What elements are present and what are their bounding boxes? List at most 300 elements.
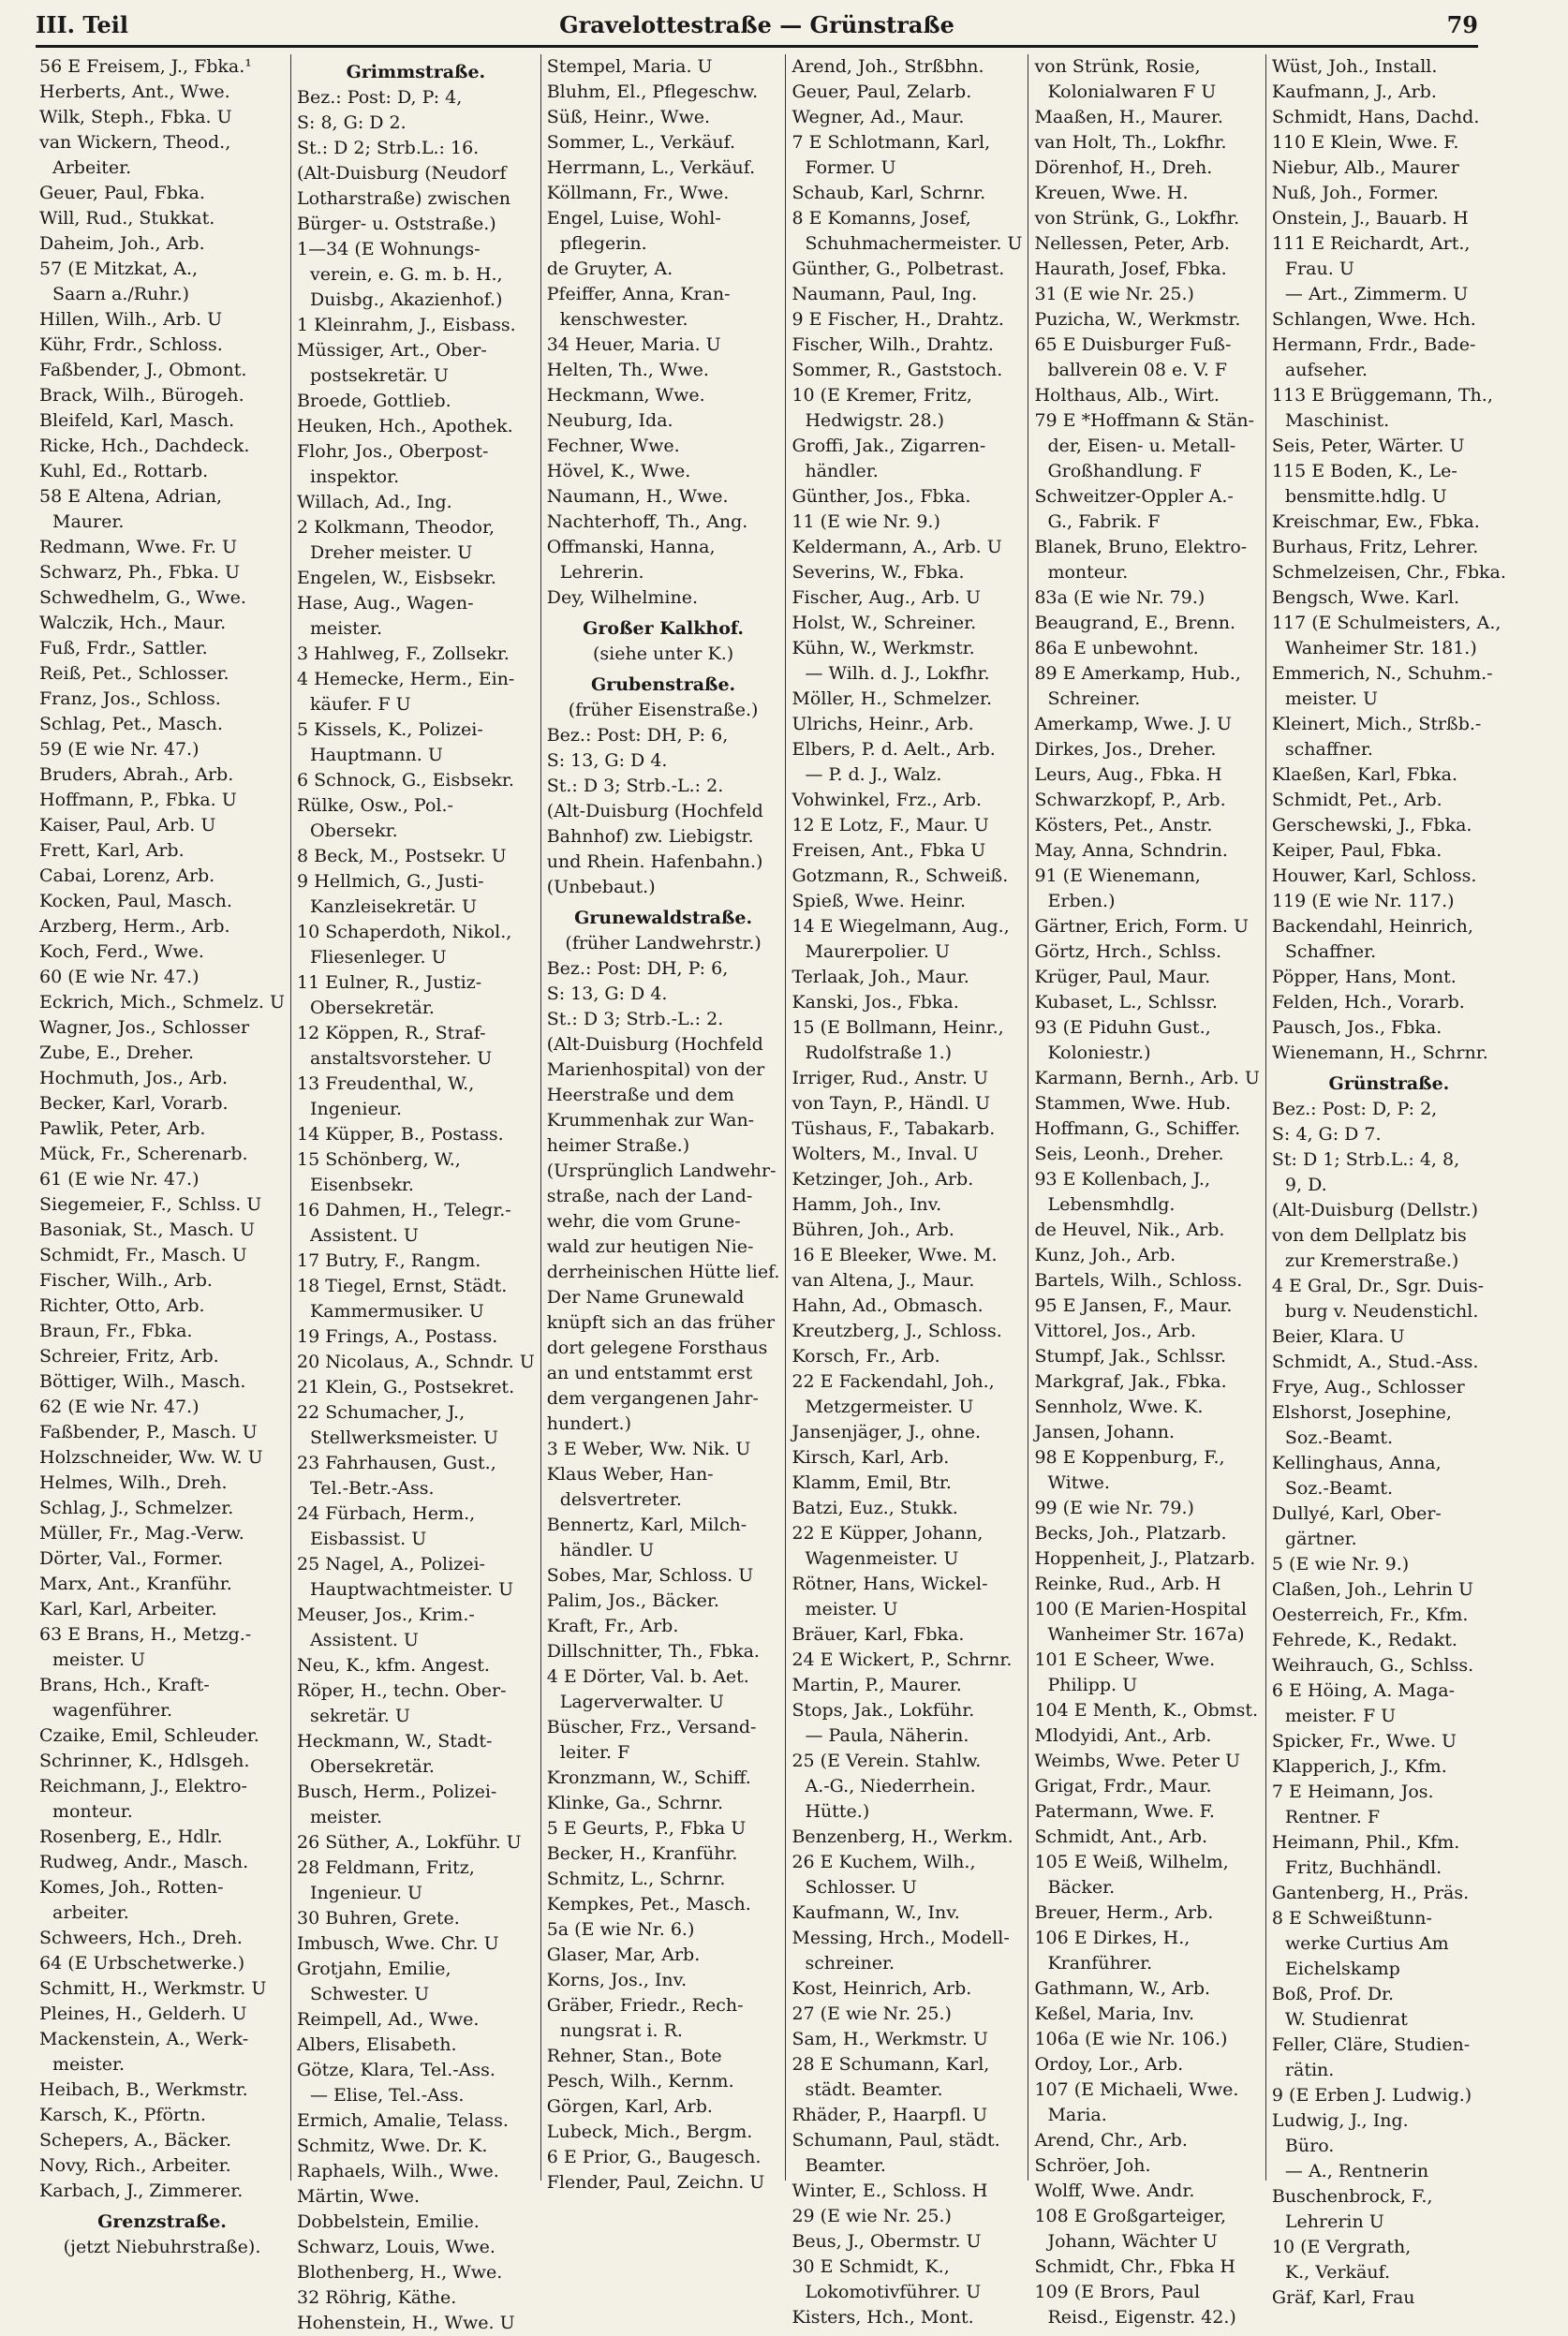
directory-entry: — Art., Zimmerm. U: [1284, 284, 1469, 304]
directory-entry: Kunz, Joh., Arb.: [1034, 1245, 1176, 1265]
directory-entry: Backendahl, Heinrich,: [1271, 916, 1473, 937]
directory-entry: Ludwig, J., Ing.: [1271, 2110, 1409, 2131]
directory-entry: Obersekretär.: [310, 1756, 435, 1777]
directory-entry: Keiper, Paul, Fbka.: [1271, 840, 1442, 861]
directory-entry: 93 (E Piduhn Gust.,: [1034, 1017, 1211, 1038]
directory-entry: Vittorel, Jos., Arb.: [1034, 1321, 1197, 1341]
directory-entry: händler.: [805, 461, 879, 481]
directory-entry: (Unbebaut.): [546, 877, 656, 897]
directory-entry: Ricke, Hch., Dachdeck.: [39, 436, 250, 456]
column-5: [1028, 54, 1265, 2328]
directory-entry: 109 (E Brors, Paul: [1034, 2282, 1201, 2302]
directory-entry: Zube, E., Dreher.: [39, 1042, 194, 1063]
directory-entry: 11 Eulner, R., Justiz-: [297, 972, 482, 993]
directory-entry: Köllmann, Fr., Wwe.: [546, 183, 730, 203]
directory-entry: Fritz, Buchhändl.: [1284, 1857, 1442, 1878]
directory-entry: 21 Klein, G., Postsekret.: [297, 1377, 515, 1397]
directory-entry: — Wilh. d. J., Lokfhr.: [805, 663, 990, 684]
directory-entry: Büscher, Frz., Versand-: [546, 1717, 757, 1737]
running-title: Gravelottestraße — Grünstraße: [559, 11, 954, 38]
directory-entry: Arbeiter.: [52, 157, 132, 178]
directory-entry: 62 (E wie Nr. 47.): [39, 1397, 200, 1417]
directory-entry: 100 (E Marien-Hospital: [1034, 1599, 1247, 1619]
directory-entry: 2 Kolkmann, Theodor,: [297, 517, 495, 538]
column-4-list: [791, 54, 1022, 2330]
directory-entry: von Tayn, P., Händl. U: [791, 1093, 991, 1114]
directory-entry: 99 (E wie Nr. 79.): [1034, 1498, 1194, 1518]
directory-entry: Beaugrand, E., Brenn.: [1034, 613, 1236, 633]
directory-entry: Kanzleisekretär. U: [310, 896, 478, 917]
directory-entry: Kühn, W., Werkmstr.: [791, 638, 975, 658]
directory-entry: 10 (E Vergrath,: [1271, 2237, 1412, 2257]
directory-entry: Willach, Ad., Ing.: [297, 492, 452, 512]
directory-entry: dem vergangenen Jahr-: [546, 1388, 759, 1409]
directory-entry: Stumpf, Jak., Schlssr.: [1034, 1346, 1227, 1367]
directory-entry: Frau. U: [1284, 259, 1354, 279]
directory-entry: 22 Schumacher, J.,: [297, 1402, 466, 1423]
directory-entry: postsekretär. U: [310, 365, 449, 386]
directory-entry: Gärtner, Erich, Form. U: [1034, 916, 1249, 937]
directory-entry: Pesch, Wilh., Kernm.: [546, 2071, 734, 2092]
directory-entry: Rentner. F: [1284, 1807, 1381, 1827]
directory-entry: Görtz, Hrch., Schlss.: [1034, 941, 1222, 962]
directory-entry: Patermann, Wwe. F.: [1034, 1801, 1215, 1822]
directory-entry: 13 Freudenthal, W.,: [297, 1073, 475, 1094]
directory-entry: Oesterreich, Fr., Kfm.: [1271, 1604, 1469, 1625]
directory-entry: — Elise, Tel.-Ass.: [310, 2085, 465, 2106]
directory-entry: Schwester. U: [310, 1984, 430, 2004]
directory-entry: Flender, Paul, Zeichn. U: [546, 2172, 765, 2193]
directory-entry: Keldermann, A., Arb. U: [791, 537, 1002, 557]
directory-entry: Fliesenleger. U: [310, 947, 447, 968]
directory-entry: Bez.: Post: DH, P: 6,: [546, 958, 729, 979]
directory-entry: Schwarz, Louis, Wwe.: [297, 2237, 496, 2257]
directory-entry: von dem Dellplatz bis: [1271, 1225, 1467, 1246]
column-6: [1265, 54, 1512, 2308]
directory-entry: van Holt, Th., Lokfhr.: [1034, 132, 1227, 153]
directory-entry: Haurath, Josef, Fbka.: [1034, 259, 1227, 279]
directory-entry: Jansen, Johann.: [1034, 1422, 1176, 1442]
directory-entry: Ordoy, Lor., Arb.: [1034, 2054, 1184, 2075]
directory-entry: 5 Kissels, K., Polizei-: [297, 719, 483, 740]
directory-entry: Hedwigstr. 28.): [805, 410, 945, 431]
directory-entry: meister. U: [52, 1649, 146, 1670]
directory-entry: Arend, Joh., Strßbhn.: [791, 56, 984, 77]
directory-entry: Obersekr.: [310, 821, 398, 841]
directory-entry: Lokomotivführer. U: [805, 2282, 982, 2302]
directory-entry: 1—34 (E Wohnungs-: [297, 239, 481, 259]
directory-entry: Schwedhelm, G., Wwe.: [39, 587, 246, 608]
street-heading: Grimmstraße.: [346, 62, 486, 82]
directory-entry: Bluhm, El., Pflegeschw.: [546, 81, 759, 102]
directory-entry: Fischer, Wilh., Arb.: [39, 1270, 213, 1291]
directory-entry: 28 E Schumann, Karl,: [791, 2054, 990, 2075]
directory-entry: Flohr, Jos., Oberpost-: [297, 441, 489, 462]
directory-entry: Kubaset, L., Schlssr.: [1034, 992, 1218, 1013]
directory-entry: Sommer, L., Verkäuf.: [546, 132, 736, 153]
directory-entry: Metzgermeister. U: [805, 1397, 974, 1417]
directory-entry: 98 E Koppenburg, F.,: [1034, 1447, 1225, 1468]
directory-entry: Severins, W., Fbka.: [791, 562, 965, 583]
column-6-list: [1272, 54, 1506, 2311]
directory-entry: Franz, Jos., Schloss.: [39, 688, 221, 709]
directory-entry: aufseher.: [1284, 360, 1368, 380]
directory-entry: Schlosser. U: [805, 1877, 917, 1898]
directory-entry: Klaus Weber, Han-: [546, 1464, 714, 1485]
directory-entry: 24 E Wickert, P., Schrnr.: [791, 1649, 1013, 1670]
directory-entry: händler. U: [559, 1540, 655, 1560]
directory-entry: Marx, Ant., Kranführ.: [39, 1574, 232, 1594]
directory-entry: Bürger- u. Oststraße.): [297, 214, 496, 234]
directory-entry: Arend, Chr., Arb.: [1034, 2130, 1188, 2151]
directory-entry: 25 (E Verein. Stahlw.: [791, 1751, 982, 1771]
directory-entry: Beier, Klara. U: [1271, 1326, 1405, 1347]
directory-entry: burg v. Neudenstichl.: [1284, 1301, 1479, 1322]
directory-entry: Dirkes, Jos., Dreher.: [1034, 739, 1217, 760]
directory-entry: Heimann, Phil., Kfm.: [1271, 1832, 1460, 1853]
directory-entry: Schlag, J., Schmelzer.: [39, 1498, 234, 1518]
directory-entry: Schmelzeisen, Chr., Fbka.: [1271, 562, 1506, 583]
directory-entry: meister. U: [1284, 688, 1378, 709]
directory-entry: Schreier, Fritz, Arb.: [39, 1346, 219, 1367]
directory-entry: 4 E Dörter, Val. b. Aet.: [546, 1666, 749, 1687]
directory-entry: 24 Fürbach, Herm.,: [297, 1503, 476, 1524]
directory-entry: Feller, Cläre, Studien-: [1271, 2034, 1471, 2055]
directory-entry: Ketzinger, Joh., Arb.: [791, 1169, 974, 1190]
directory-entry: Brans, Hch., Kraft-: [39, 1675, 210, 1695]
directory-entry: S: 13, G: D 4.: [546, 983, 668, 1004]
directory-entry: 17 Butry, F., Rangm.: [297, 1250, 481, 1271]
directory-entry: Heuken, Hch., Apothek.: [297, 416, 513, 436]
directory-entry: Dörter, Val., Former.: [39, 1548, 224, 1569]
directory-entry: Naumann, H., Wwe.: [546, 486, 729, 507]
directory-entry: Reiß, Pet., Schlosser.: [39, 663, 229, 684]
directory-entry: — P. d. J., Walz.: [805, 764, 942, 785]
directory-entry: Elshorst, Josephine,: [1271, 1402, 1452, 1423]
directory-entry: Lagerverwalter. U: [559, 1692, 724, 1712]
page-header: [36, 6, 1478, 48]
directory-entry: Stellwerksmeister. U: [310, 1427, 498, 1448]
column-5-list: [1034, 54, 1259, 2330]
directory-entry: Schuhmachermeister. U: [805, 233, 1023, 254]
directory-entry: Schrinner, K., Hdlsgeh.: [39, 1751, 250, 1771]
directory-entry: Batzi, Euz., Stukk.: [791, 1498, 958, 1518]
directory-entry: Fechner, Wwe.: [546, 436, 680, 456]
directory-entry: Hochmuth, Jos., Arb.: [39, 1068, 229, 1088]
directory-entry: Jansenjäger, J., ohne.: [791, 1422, 982, 1442]
directory-entry: 4 E Gral, Dr., Sgr. Duis-: [1271, 1276, 1485, 1296]
directory-entry: 34 Heuer, Maria. U: [546, 334, 721, 355]
directory-entry: Will, Rud., Stukkat.: [39, 208, 215, 229]
directory-entry: Fehrede, K., Redakt.: [1271, 1630, 1457, 1650]
directory-entry: Czaike, Emil, Schleuder.: [39, 1725, 259, 1746]
directory-entry: (Alt-Duisburg (Neudorf: [297, 163, 507, 184]
directory-entry: Korsch, Fr., Arb.: [791, 1346, 940, 1367]
directory-entry: Hahn, Ad., Obmasch.: [791, 1295, 984, 1316]
directory-entry: Günther, G., Polbetrast.: [791, 259, 1005, 279]
directory-entry: Daheim, Joh., Arb.: [39, 233, 205, 254]
directory-entry: S: 13, G: D 4.: [546, 750, 668, 771]
directory-entry: Gerschewski, J., Fbka.: [1271, 815, 1472, 835]
directory-entry: Korns, Jos., Inv.: [546, 1970, 688, 1990]
directory-entry: Schwarzkopf, P., Arb.: [1034, 790, 1226, 810]
directory-entry: Duisbg., Akazienhof.): [310, 289, 503, 310]
directory-entry: Schmidt, Fr., Masch. U: [39, 1245, 247, 1265]
directory-entry: 89 E Amerkamp, Hub.,: [1034, 663, 1241, 684]
directory-entry: zur Kremerstraße.): [1284, 1250, 1459, 1271]
directory-entry: Kronzmann, W., Schiff.: [546, 1767, 751, 1788]
directory-entry: Büro.: [1284, 2136, 1335, 2156]
directory-entry: Wanheimer Str. 181.): [1284, 638, 1477, 658]
directory-entry: von Strünk, G., Lokfhr.: [1034, 208, 1240, 229]
directory-entry: 28 Feldmann, Fritz,: [297, 1857, 475, 1878]
directory-entry: Koch, Ferd., Wwe.: [39, 941, 204, 962]
directory-entry: Geuer, Paul, Fbka.: [39, 183, 205, 203]
directory-entry: käufer. F U: [310, 694, 411, 715]
column-2: [290, 54, 540, 2333]
directory-entry: Wüst, Joh., Install.: [1271, 56, 1438, 77]
directory-entry: 23 Fahrhausen, Gust.,: [297, 1453, 496, 1473]
directory-entry: Pleines, H., Gelderh. U: [39, 2003, 247, 2024]
directory-entry: Klaeßen, Karl, Fbka.: [1271, 764, 1457, 785]
directory-entry: Felden, Hch., Vorarb.: [1271, 992, 1465, 1013]
directory-entry: 5 E Geurts, P., Fbka U: [546, 1818, 747, 1839]
directory-entry: Gräber, Friedr., Rech-: [546, 1995, 744, 2016]
directory-entry: Bleifeld, Karl, Masch.: [39, 410, 235, 431]
directory-entry: 10 (E Kremer, Fritz,: [791, 385, 972, 406]
directory-entry: Tüshaus, F., Tabakarb.: [791, 1118, 996, 1139]
directory-entry: Schreiner.: [1047, 688, 1141, 709]
directory-entry: Lotharstraße) zwischen: [297, 188, 510, 209]
directory-entry: Hoppenheit, J., Platzarb.: [1034, 1548, 1256, 1569]
directory-entry: Ingenieur.: [310, 1099, 402, 1119]
directory-entry: Maria.: [1047, 2105, 1107, 2125]
directory-entry: Breuer, Herm., Arb.: [1034, 1902, 1214, 1923]
directory-entry: 4 Hemecke, Herm., Ein-: [297, 669, 515, 689]
directory-entry: Gantenberg, H., Präs.: [1271, 1883, 1470, 1903]
directory-entry: Götze, Klara, Tel.-Ass.: [297, 2060, 496, 2080]
directory-entry: 57 (E Mitzkat, A.,: [39, 259, 199, 279]
directory-entry: Naumann, Paul, Ing.: [791, 284, 978, 304]
directory-entry: Kreutzberg, J., Schloss.: [791, 1321, 1002, 1341]
directory-entry: St.: D 2; Strb.L.: 16.: [297, 138, 480, 158]
directory-entry: Albers, Elisabeth.: [297, 2034, 457, 2055]
directory-entry: Dobbelstein, Emilie.: [297, 2211, 480, 2232]
street-heading: Grünstraße.: [1328, 1073, 1450, 1094]
directory-entry: monteur.: [52, 1801, 133, 1822]
directory-entry: Bengsch, Wwe. Karl.: [1271, 587, 1460, 608]
directory-entry: Sennholz, Wwe. K.: [1034, 1397, 1204, 1417]
directory-entry: 18 Tiegel, Ernst, Städt.: [297, 1276, 508, 1296]
directory-entry: 14 E Wiegelmann, Aug.,: [791, 916, 1010, 937]
directory-entry: 22 E Küpper, Johann,: [791, 1523, 984, 1544]
directory-entry: 119 (E wie Nr. 117.): [1271, 891, 1455, 911]
directory-entry: Busch, Herm., Polizei-: [297, 1782, 497, 1802]
directory-entry: Krüger, Paul, Maur.: [1034, 967, 1211, 987]
directory-entry: Buschenbrock, F.,: [1271, 2186, 1433, 2207]
directory-entry: meister. F U: [1284, 1706, 1397, 1726]
directory-entry: sekretär. U: [310, 1706, 410, 1726]
directory-entry: Terlaak, Joh., Maur.: [791, 967, 969, 987]
directory-entry: Irriger, Rud., Anstr. U: [791, 1068, 988, 1088]
directory-entry: Geuer, Paul, Zelarb.: [791, 81, 972, 102]
directory-entry: Fischer, Aug., Arb. U: [791, 587, 981, 608]
directory-entry: 12 Köppen, R., Straf-: [297, 1023, 486, 1043]
directory-entry: Ulrichs, Heinr., Arb.: [791, 714, 974, 734]
directory-entry: Lehrerin.: [559, 562, 644, 583]
directory-entry: Houwer, Karl, Schloss.: [1271, 865, 1477, 886]
directory-entry: Erben.): [1047, 891, 1116, 911]
directory-entry: Beamter.: [805, 2155, 886, 2176]
directory-entry: Tel.-Betr.-Ass.: [310, 1478, 435, 1499]
directory-entry: Becker, Karl, Vorarb.: [39, 1093, 229, 1114]
directory-entry: Frett, Karl, Arb.: [39, 840, 185, 861]
directory-entry: Bez.: Post: D, P: 4,: [297, 87, 463, 108]
directory-entry: Onstein, J., Bauarb. H: [1271, 208, 1469, 229]
directory-entry: Emmerich, N., Schuhm.-: [1271, 663, 1493, 684]
directory-entry: de Gruyter, A.: [546, 259, 673, 279]
directory-entry: Marienhospital) von der: [546, 1059, 765, 1080]
directory-entry: Blothenberg, H., Wwe.: [297, 2262, 503, 2283]
directory-entry: Neuburg, Ida.: [546, 410, 673, 431]
directory-entry: Faßbender, J., Obmont.: [39, 360, 247, 380]
directory-entry: Lebensmhdlg.: [1047, 1194, 1176, 1215]
directory-entry: Holst, W., Schreiner.: [791, 613, 977, 633]
directory-entry: nungsrat i. R.: [559, 2020, 683, 2041]
directory-entry: Gräf, Karl, Frau: [1271, 2287, 1415, 2308]
directory-entry: Kocken, Paul, Masch.: [39, 891, 232, 911]
directory-entry: 3 Hahlweg, F., Zollsekr.: [297, 643, 510, 664]
directory-entry: Heckmann, Wwe.: [546, 385, 705, 406]
directory-entry: Imbusch, Wwe. Chr. U: [297, 1933, 499, 1954]
directory-entry: Stempel, Maria. U: [546, 56, 713, 77]
directory-entry: meister. U: [805, 1599, 898, 1619]
directory-entry: Klinke, Ga., Schrnr.: [546, 1793, 724, 1813]
directory-entry: (Alt-Duisburg (Hochfeld: [546, 801, 763, 821]
directory-entry: werke Curtius Am: [1284, 1933, 1449, 1954]
directory-entry: Engelen, W., Eisbsekr.: [297, 568, 496, 588]
directory-entry: Mück, Fr., Scherenarb.: [39, 1144, 248, 1164]
directory-entry: Offmanski, Hanna,: [546, 537, 716, 557]
directory-entry: meister.: [310, 618, 383, 639]
directory-entry: Eichelskamp: [1284, 1959, 1400, 1979]
directory-entry: Bräuer, Karl, Fbka.: [791, 1624, 965, 1645]
directory-entry: Herrmann, L., Verkäuf.: [546, 157, 756, 178]
directory-entry: derrheinischen Hütte lief.: [546, 1262, 780, 1282]
directory-entry: S: 8, G: D 2.: [297, 112, 407, 133]
directory-entry: Kellinghaus, Anna,: [1271, 1453, 1442, 1473]
directory-entry: Kreuen, Wwe. H.: [1034, 183, 1189, 203]
directory-entry: Bartels, Wilh., Schloss.: [1034, 1270, 1243, 1291]
directory-entry: (Ursprünglich Landwehr-: [546, 1161, 777, 1181]
directory-entry: Beus, J., Obermstr. U: [791, 2231, 982, 2252]
directory-entry: meister.: [310, 1807, 383, 1827]
directory-entry: Faßbender, P., Masch. U: [39, 1422, 258, 1442]
directory-entry: Schlag, Pet., Masch.: [39, 714, 223, 734]
directory-entry: 22 E Fackendahl, Joh.,: [791, 1371, 995, 1392]
directory-entry: de Heuvel, Nik., Arb.: [1034, 1220, 1225, 1240]
directory-entry: Hövel, K., Wwe.: [546, 461, 691, 481]
directory-entry: Großhandlung. F: [1047, 461, 1202, 481]
directory-entry: Gotzmann, R., Schweiß.: [791, 865, 1009, 886]
directory-entry: Novy, Rich., Arbeiter.: [39, 2155, 231, 2176]
directory-entry: Assistent. U: [310, 1630, 419, 1650]
directory-entry: Holthaus, Alb., Wirt.: [1034, 385, 1220, 406]
directory-entry: Spieß, Wwe. Heinr.: [791, 891, 967, 911]
directory-entry: Martin, P., Maurer.: [791, 1675, 962, 1695]
directory-entry: Helmes, Wilh., Dreh.: [39, 1472, 228, 1493]
directory-entry: Seis, Leonh., Dreher.: [1034, 1144, 1224, 1164]
directory-entry: 106a (E wie Nr. 106.): [1034, 2029, 1228, 2049]
directory-entry: Hermann, Frdr., Bade-: [1271, 334, 1476, 355]
directory-entry: S: 4, G: D 7.: [1271, 1124, 1382, 1145]
directory-entry: Hohenstein, H., Wwe. U: [297, 2313, 515, 2333]
directory-entry: Becker, H., Kranführ.: [546, 1843, 738, 1864]
directory-entry: Dillschnitter, Th., Fbka.: [546, 1641, 760, 1662]
directory-entry: Spicker, Fr., Wwe. U: [1271, 1731, 1457, 1752]
directory-entry: 8 E Schweißtunn-: [1271, 1908, 1432, 1929]
directory-entry: Wolff, Wwe. Andr.: [1034, 2181, 1195, 2201]
directory-entry: Groffi, Jak., Zigarren-: [791, 436, 986, 456]
directory-entry: städt. Beamter.: [805, 2079, 943, 2100]
directory-entry: G., Fabrik. F: [1047, 511, 1161, 532]
directory-entry: 59 (E wie Nr. 47.): [39, 739, 200, 760]
directory-entry: wald zur heutigen Nie-: [546, 1236, 754, 1257]
directory-entry: Pfeiffer, Anna, Kran-: [546, 284, 731, 304]
directory-entry: Schaffner.: [1284, 941, 1377, 962]
directory-entry: Bez.: Post: D, P: 2,: [1271, 1099, 1438, 1119]
directory-entry: Schmidt, Hans, Dachd.: [1271, 107, 1480, 127]
directory-entry: Schweitzer-Oppler A.-: [1034, 486, 1234, 507]
directory-entry: Sommer, R., Gaststoch.: [791, 360, 1003, 380]
directory-entry: Keßel, Maria, Inv.: [1034, 2003, 1195, 2024]
directory-entry: 3 E Weber, Ww. Nik. U: [546, 1439, 751, 1459]
directory-entry: Nachterhoff, Th., Ang.: [546, 511, 748, 532]
directory-entry: Brack, Wilh., Bürogeh.: [39, 385, 244, 406]
directory-entry: Schwarz, Ph., Fbka. U: [39, 562, 241, 583]
directory-entry: 32 Röhrig, Käthe.: [297, 2287, 457, 2308]
directory-entry: Rosenberg, E., Hdlr.: [39, 1826, 223, 1847]
directory-entry: Schaub, Karl, Schrnr.: [791, 183, 986, 203]
directory-entry: Burhaus, Fritz, Lehrer.: [1271, 537, 1479, 557]
directory-entry: 6 E Prior, G., Baugesch.: [546, 2147, 762, 2167]
directory-entry: 113 E Brüggemann, Th.,: [1271, 385, 1493, 406]
directory-entry: Dörenhof, H., Dreh.: [1034, 157, 1213, 178]
directory-entry: Müller, Fr., Mag.-Verw.: [39, 1523, 244, 1544]
street-heading: Grubenstraße.: [591, 674, 736, 695]
directory-entry: an und entstammt erst: [546, 1363, 753, 1383]
directory-entry: K., Verkäuf.: [1284, 2262, 1390, 2283]
directory-entry: Bahnhof) zw. Liebigstr.: [546, 826, 754, 847]
directory-entry: Kaufmann, J., Arb.: [1271, 81, 1437, 102]
directory-entry: ballverein 08 e. V. F: [1047, 360, 1227, 380]
directory-entry: 9 E Fischer, H., Drahtz.: [791, 309, 1004, 330]
directory-entry: Müssiger, Art., Ober-: [297, 340, 487, 361]
directory-entry: Maurer.: [52, 511, 125, 532]
directory-entry: Niebur, Alb., Maurer: [1271, 157, 1459, 178]
directory-entry: Pöpper, Hans, Mont.: [1271, 967, 1457, 987]
directory-entry: Sam, H., Werkmstr. U: [791, 2029, 988, 2049]
directory-entry: Messing, Hrch., Modell-: [791, 1928, 1010, 1948]
directory-entry: Hauptwachtmeister. U: [310, 1579, 514, 1600]
directory-entry: Eisenbsekr.: [310, 1175, 414, 1195]
directory-entry: Karbach, J., Zimmerer.: [39, 2181, 244, 2201]
directory-entry: Schmitz, L., Schrnr.: [546, 1869, 726, 1889]
directory-entry: Weihrauch, G., Schlss.: [1271, 1655, 1474, 1676]
directory-entry: meister.: [52, 2054, 126, 2075]
directory-entry: Hauptmann. U: [310, 745, 443, 765]
directory-entry: Dullyé, Karl, Ober-: [1271, 1503, 1442, 1524]
